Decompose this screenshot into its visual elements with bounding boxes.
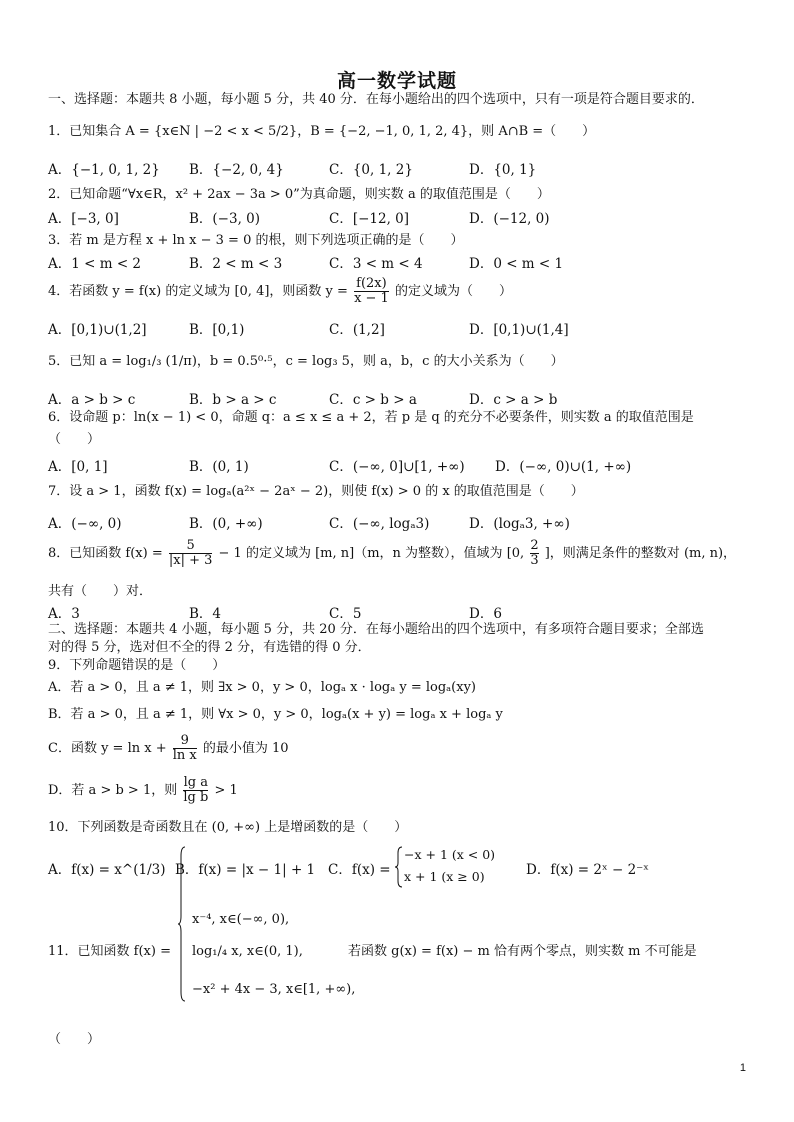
q9-d-fraction xyxy=(183,776,208,805)
q1-options xyxy=(48,158,758,176)
q10-c-brace xyxy=(395,846,403,888)
q10-stem: 10．下列函数是奇函数且在 (0, +∞) 上是增函数的是（ ） xyxy=(48,820,408,835)
q9-option-c[interactable] xyxy=(48,730,758,768)
q7-option-b[interactable]: B．(0, +∞) xyxy=(189,516,263,532)
q1-option-b[interactable]: B．{−2, 0, 4} xyxy=(189,162,284,178)
q10-option-c-case2: x + 1 (x ≥ 0) xyxy=(404,869,485,884)
q11-stem-paren: （ ） xyxy=(48,1032,101,1047)
q1-stem: 1．已知集合 A = {x∈N | −2 < x < 5/2}，B = {−2, −1, 0, 1, 2, 4}，则 A∩B =（ ） xyxy=(48,124,596,139)
q3-options xyxy=(48,252,758,270)
q2-option-a[interactable]: A．[−3, 0] xyxy=(48,211,119,227)
q8-range-close: ]，则满足条件的整数对 (m, n)， xyxy=(544,546,737,561)
q2-option-b[interactable]: B．(−3, 0) xyxy=(189,211,261,227)
q9-d-denominator: lg b xyxy=(183,790,209,805)
q5-options xyxy=(48,388,758,406)
q7-option-a[interactable]: A．(−∞, 0) xyxy=(48,516,122,532)
q3-option-a[interactable]: A．1 < m < 2 xyxy=(48,256,142,272)
q4-option-a[interactable]: A．[0,1)∪(1,2] xyxy=(48,322,147,338)
page-number: 1 xyxy=(739,1062,746,1074)
q4-option-c[interactable]: C．(1,2] xyxy=(329,322,385,338)
q8-fraction xyxy=(169,539,213,568)
q6-options xyxy=(48,455,758,473)
q9-d-text-a: D．若 a > b > 1，则 xyxy=(48,783,178,798)
q4-options xyxy=(48,318,758,336)
q9-c-numerator: 9 xyxy=(180,733,189,748)
q9-c-text-b: 的最小值为 10 xyxy=(202,741,289,756)
q10-option-c-case1: −x + 1 (x < 0) xyxy=(404,847,496,862)
q10-option-d[interactable]: D．f(x) = 2ˣ − 2⁻ˣ xyxy=(526,862,650,878)
q5-option-a[interactable]: A．a > b > c xyxy=(48,392,136,408)
q6-option-b[interactable]: B．(0, 1) xyxy=(189,459,249,475)
q4-numerator: f(2x) xyxy=(356,276,387,291)
q10-option-a[interactable]: A．f(x) = x^(1/3) xyxy=(48,862,166,878)
q11-piece-2: log₁/₄ x, x∈(0, 1), xyxy=(192,944,303,959)
q4-denominator: x − 1 xyxy=(354,291,389,306)
q5-option-d[interactable]: D．c > a > b xyxy=(469,392,558,408)
q11-stem-a: 11．已知函数 f(x) = xyxy=(48,944,171,959)
q8-stem-a: 8．已知函数 f(x) = xyxy=(48,546,163,561)
q4-option-b[interactable]: B．[0,1) xyxy=(189,322,245,338)
q8-option-b[interactable]: B．4 xyxy=(189,606,222,622)
q2-options xyxy=(48,207,758,225)
q5-stem: 5．已知 a = log₁/₃ (1/π)，b = 0.5⁰·⁵，c = log₃ 5，则 a，b，c 的大小关系为（ ） xyxy=(48,354,564,369)
q10-option-b[interactable]: B．f(x) = |x − 1| + 1 xyxy=(175,862,316,878)
q9-d-numerator: lg a xyxy=(183,775,209,790)
q8-stem-b: − 1 的定义域为 [m, n]（m，n 为整数），值域为 xyxy=(218,546,503,561)
q1-option-a[interactable]: A．{−1, 0, 1, 2} xyxy=(48,162,160,178)
q7-option-c[interactable]: C．(−∞, logₐ3) xyxy=(329,516,430,532)
q8-denominator: |x| + 3 xyxy=(168,553,213,568)
q9-d-text-b: > 1 xyxy=(214,783,238,798)
q9-stem: 9．下列命题错误的是（ ） xyxy=(48,658,226,673)
q9-option-d[interactable] xyxy=(48,772,758,810)
q4-stem-a: 4．若函数 y = f(x) 的定义域为 [0, 4]，则函数 y = xyxy=(48,284,348,299)
q8-numerator: 5 xyxy=(186,538,195,553)
q5-option-b[interactable]: B．b > a > c xyxy=(189,392,277,408)
q8-range-denominator: 3 xyxy=(530,553,539,568)
q4-stem xyxy=(48,272,758,312)
q8-stem-count: 共有（ ）对． xyxy=(48,584,153,599)
q1-option-d[interactable]: D．{0, 1} xyxy=(469,162,537,178)
q8-range-numerator: 2 xyxy=(530,538,539,553)
q2-option-c[interactable]: C．[−12, 0] xyxy=(329,211,410,227)
section1-instructions: 一、选择题：本题共 8 小题，每小题 5 分，共 40 分．在每小题给出的四个选项中，只有一项是符合题目要求的． xyxy=(48,92,704,107)
q2-stem: 2．已知命题“∀x∈R，x² + 2ax − 3a > 0”为真命题，则实数 a 的取值范围是（ ） xyxy=(48,187,550,202)
q4-option-d[interactable]: D．[0,1)∪(1,4] xyxy=(469,322,569,338)
q8-option-d[interactable]: D．6 xyxy=(469,606,502,622)
q10-option-c-label[interactable]: C．f(x) = xyxy=(328,862,391,878)
q8-stem xyxy=(48,534,758,574)
q6-stem: 6．设命题 p：ln(x − 1) < 0，命题 q：a ≤ x ≤ a + 2，若 p 是 q 的充分不必要条件，则实数 a 的取值范围是 xyxy=(48,410,694,425)
section2-instructions: 二、选择题：本题共 4 小题，每小题 5 分，共 20 分．在每小题给出的四个选项中，有多项符合题目要求；全部选 xyxy=(48,622,704,637)
q7-options xyxy=(48,512,758,530)
q7-stem: 7．设 a > 1，函数 f(x) = logₐ(a²ˣ − 2aˣ − 2)，则使 f(x) > 0 的 x 的取值范围是（ ） xyxy=(48,484,584,499)
q6-option-c[interactable]: C．(−∞, 0]∪[1, +∞) xyxy=(329,459,465,475)
q8-option-c[interactable]: C．5 xyxy=(329,606,362,622)
q7-option-d[interactable]: D．(logₐ3, +∞) xyxy=(469,516,570,532)
q9-option-a[interactable]: A．若 a > 0，且 a ≠ 1，则 ∃x > 0，y > 0，logₐ x · logₐ y = logₐ(xy) xyxy=(48,680,477,695)
q11-piece-3: −x² + 4x − 3, x∈[1, +∞), xyxy=(192,982,356,997)
q4-fraction xyxy=(354,277,389,306)
page-title: 高一数学试题 xyxy=(336,70,457,92)
q9-c-text-a: C．函数 y = ln x + xyxy=(48,741,167,756)
section2-instructions-cont: 对的得 5 分，选对但不全的得 2 分，有选错的得 0 分． xyxy=(48,640,371,655)
q8-range-open: [0, xyxy=(506,546,525,561)
q9-option-b[interactable]: B．若 a > 0，且 a ≠ 1，则 ∀x > 0，y > 0，logₐ(x + y) = logₐ x + logₐ y xyxy=(48,707,503,722)
q11-piecewise-brace xyxy=(178,846,186,1002)
q10-options xyxy=(48,847,758,884)
q6-option-d[interactable]: D．(−∞, 0)∪(1, +∞) xyxy=(495,459,632,475)
q6-stem-paren: （ ） xyxy=(48,432,101,447)
q4-stem-b: 的定义域为（ ） xyxy=(394,284,512,299)
q6-option-a[interactable]: A．[0, 1] xyxy=(48,459,108,475)
q5-option-c[interactable]: C．c > b > a xyxy=(329,392,417,408)
q2-option-d[interactable]: D．(−12, 0) xyxy=(469,211,550,227)
q1-option-c[interactable]: C．{0, 1, 2} xyxy=(329,162,413,178)
q8-range-fraction xyxy=(530,539,538,568)
q11-stem-b: 若函数 g(x) = f(x) − m 恰有两个零点，则实数 m 不可能是 xyxy=(348,944,697,959)
q3-stem: 3．若 m 是方程 x + ln x − 3 = 0 的根，则下列选项正确的是（ ） xyxy=(48,233,464,248)
q8-option-a[interactable]: A．3 xyxy=(48,606,80,622)
q3-option-c[interactable]: C．3 < m < 4 xyxy=(329,256,423,272)
q3-option-b[interactable]: B．2 < m < 3 xyxy=(189,256,283,272)
q9-c-fraction xyxy=(173,734,197,763)
q9-c-denominator: ln x xyxy=(172,748,197,763)
q8-options xyxy=(48,602,758,620)
q3-option-d[interactable]: D．0 < m < 1 xyxy=(469,256,564,272)
q11-piece-1: x⁻⁴, x∈(−∞, 0), xyxy=(192,912,290,927)
